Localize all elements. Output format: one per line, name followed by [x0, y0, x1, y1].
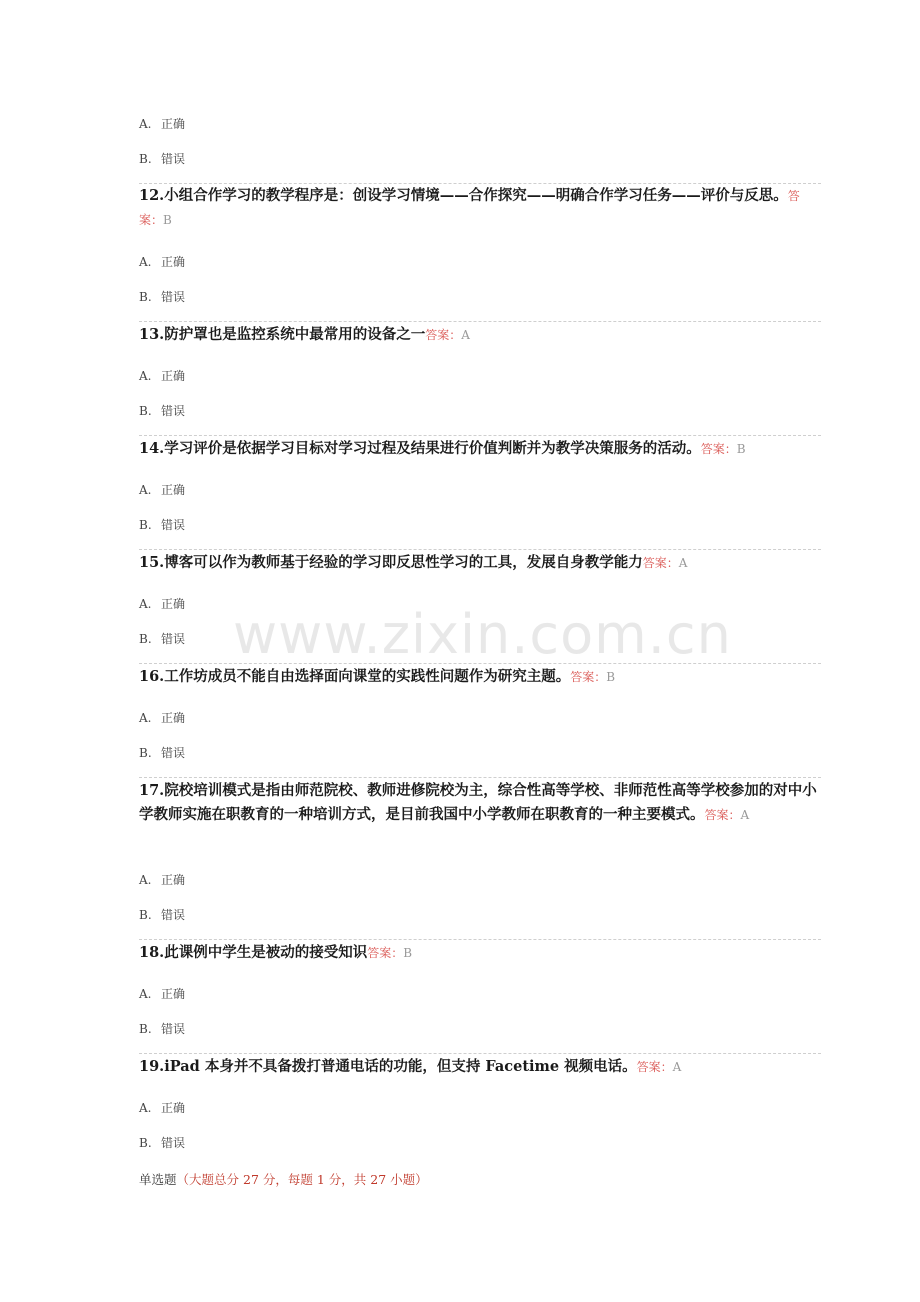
answer-label: 答案：B [700, 442, 746, 456]
option-a [139, 596, 185, 612]
question-18 [139, 941, 821, 965]
option-letter: A. [139, 711, 152, 725]
question-19 [139, 1055, 821, 1079]
option-text: 正确 [161, 117, 186, 131]
option-text: 错误 [161, 152, 186, 166]
answer-label: 答案：B [367, 946, 413, 960]
option-a [139, 116, 185, 132]
option-text: 错误 [161, 290, 186, 304]
question-17 [139, 779, 821, 827]
question-text: 14.学习评价是依据学习目标对学习过程及结果进行价值判断并为教学决策服务的活动。 [139, 440, 701, 457]
answer-label: 答案：A [425, 328, 470, 342]
option-text: 正确 [161, 483, 186, 497]
question-14 [139, 437, 821, 461]
answer-label: 答案：B [139, 189, 800, 227]
answer-value: B [403, 946, 413, 960]
option-text: 错误 [161, 1136, 186, 1150]
question-15 [139, 551, 821, 575]
question-divider [139, 1053, 821, 1054]
option-letter: B. [139, 1136, 152, 1150]
option-letter: A. [139, 597, 152, 611]
option-letter: B. [139, 1022, 152, 1036]
option-b [139, 289, 185, 305]
option-b [139, 517, 185, 533]
option-letter: B. [139, 746, 152, 760]
option-a [139, 254, 185, 270]
watermark: www.zixin.com.cn [233, 603, 732, 666]
question-text: 17.院校培训模式是指由师范院校、教师进修院校为主，综合性高等学校、非师范性高等学校参加的对中小学教师实施在职教育的一种培训方式，是目前我国中小学教师在职教育的一种主要模式。 [139, 782, 817, 823]
option-text: 正确 [161, 255, 186, 269]
question-16 [139, 665, 821, 689]
section-title: 单选题 [139, 1172, 177, 1187]
option-letter: A. [139, 117, 152, 131]
answer-value: B [606, 670, 616, 684]
answer-label: 答案：B [570, 670, 616, 684]
option-b [139, 403, 185, 419]
option-a [139, 710, 185, 726]
option-letter: A. [139, 1101, 152, 1115]
option-a [139, 482, 185, 498]
question-12 [139, 184, 821, 232]
option-text: 错误 [161, 1022, 186, 1036]
option-letter: A. [139, 483, 152, 497]
answer-value: A [461, 328, 470, 342]
question-text: 15.博客可以作为教师基于经验的学习即反思性学习的工具，发展自身教学能力 [139, 554, 643, 571]
option-b [139, 151, 185, 167]
answer-value: A [678, 556, 688, 570]
option-text: 正确 [161, 711, 186, 725]
question-13 [139, 323, 821, 347]
option-a [139, 1100, 185, 1116]
option-text: 错误 [161, 908, 186, 922]
option-text: 正确 [161, 1101, 186, 1115]
question-text: 18.此课例中学生是被动的接受知识 [139, 944, 368, 961]
option-letter: B. [139, 404, 152, 418]
question-text: 19.iPad 本身并不具备拨打普通电话的功能，但支持 Facetime 视频电话。 [139, 1058, 637, 1075]
answer-label: 答案：A [642, 556, 688, 570]
option-text: 错误 [161, 632, 186, 646]
section-heading [139, 1171, 428, 1189]
option-text: 错误 [161, 518, 186, 532]
option-text: 错误 [161, 404, 186, 418]
option-b [139, 1135, 185, 1151]
question-text: 16.工作坊成员不能自由选择面向课堂的实践性问题作为研究主题。 [139, 668, 571, 685]
answer-label: 答案：A [636, 1060, 682, 1074]
question-divider [139, 549, 821, 550]
option-b [139, 631, 185, 647]
answer-label: 答案：A [704, 808, 750, 822]
question-divider [139, 939, 821, 940]
question-text: 13.防护罩也是监控系统中最常用的设备之一 [139, 326, 426, 343]
answer-value: A [740, 808, 750, 822]
option-b [139, 1021, 185, 1037]
option-letter: B. [139, 632, 152, 646]
option-letter: A. [139, 873, 152, 887]
option-b [139, 907, 185, 923]
option-text: 错误 [161, 746, 186, 760]
option-letter: A. [139, 987, 152, 1001]
answer-value: B [736, 442, 746, 456]
option-letter: B. [139, 290, 152, 304]
option-a [139, 368, 185, 384]
option-letter: A. [139, 369, 152, 383]
option-letter: B. [139, 908, 152, 922]
answer-value: A [672, 1060, 682, 1074]
section-note: （大题总分 27 分，每题 1 分，共 27 小题） [176, 1172, 428, 1187]
answer-value: B [163, 213, 172, 227]
question-divider [139, 777, 821, 778]
question-divider [139, 321, 821, 322]
option-letter: A. [139, 255, 152, 269]
question-text: 12.小组合作学习的教学程序是：创设学习情境——合作探究——明确合作学习任务——评价与反思。 [139, 187, 788, 204]
option-a [139, 986, 185, 1002]
option-text: 正确 [161, 369, 186, 383]
option-a [139, 872, 185, 888]
option-letter: B. [139, 152, 152, 166]
option-letter: B. [139, 518, 152, 532]
option-text: 正确 [161, 873, 186, 887]
option-text: 正确 [161, 597, 186, 611]
option-text: 正确 [161, 987, 186, 1001]
question-divider [139, 435, 821, 436]
option-b [139, 745, 185, 761]
